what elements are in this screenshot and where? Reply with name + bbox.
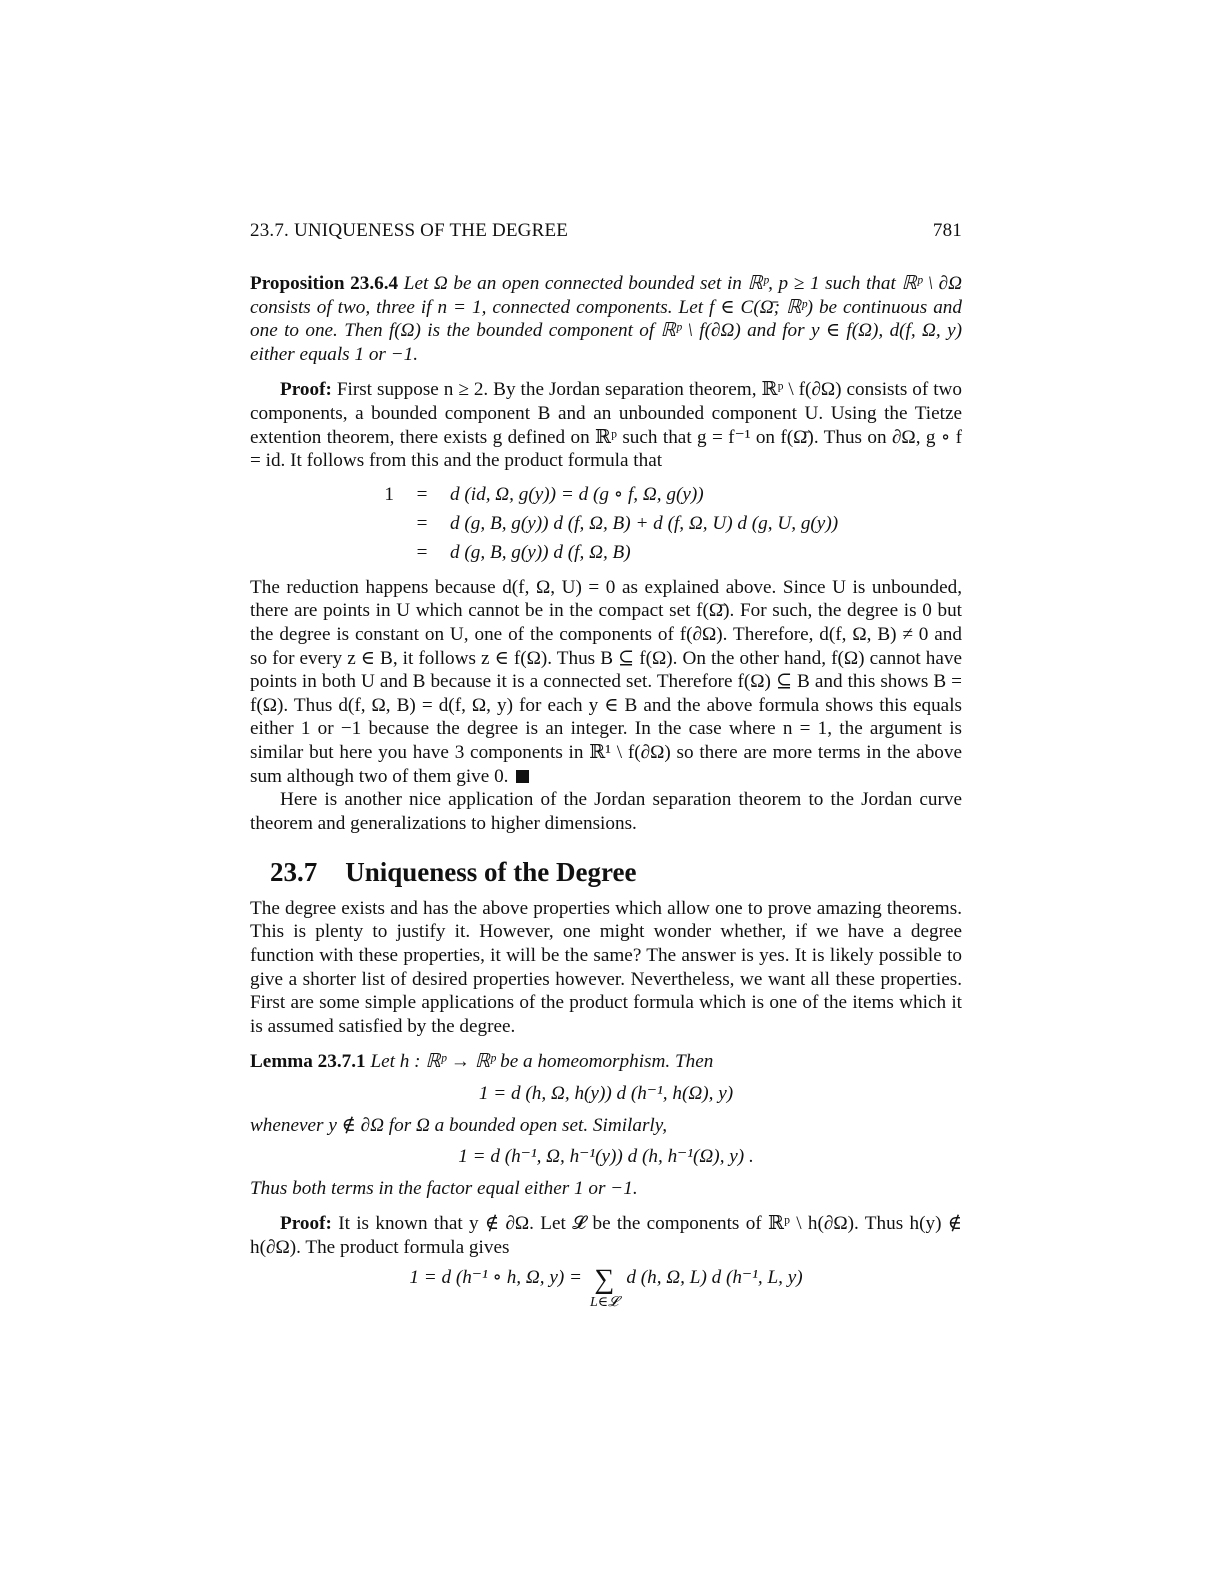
proof-text: First suppose n ≥ 2. By the Jordan separation theorem, ℝᵖ \ f(∂Ω) consists of two components, a bounded component B and an unbounded component U. Using the Tietze extention theorem, there exists g defined on ℝᵖ such that g = f⁻¹ on f(Ω̄). Thus on ∂Ω, g ∘ f = id. It follows from this and the product formula that xyxy=(250,379,962,472)
intro-paragraph: The degree exists and has the above properties which allow one to prove amazing theorems. This is plenty to justify it. However, one might wonder whether, if we have a degree function with these properties, it will be the same? The answer is yes. It is likely possible to give a shorter list of desired properties however. Nevertheless, we want all these properties. First are some simple applications of the product formula which is one of the items which it is assumed satisfied by the degree. xyxy=(250,897,962,1037)
page-number: 781 xyxy=(932,220,962,241)
lemma-equation: 1 = d (h, Ω, h(y)) d (h⁻¹, h(Ω), y) xyxy=(478,1083,734,1105)
equation-row xyxy=(372,539,962,568)
lemma-label: Lemma 23.7.1 xyxy=(250,1051,366,1073)
section-title: Uniqueness of the Degree xyxy=(345,857,637,888)
equation-array xyxy=(372,481,962,568)
summation xyxy=(590,1263,619,1310)
running-header xyxy=(250,220,962,242)
lemma-condition: whenever y ∉ ∂Ω for Ω a bounded open set. Similarly, xyxy=(250,1114,667,1136)
product-formula-equation xyxy=(250,1263,962,1310)
eq-relation: = xyxy=(416,484,428,506)
eq-lhs: 1 xyxy=(384,484,394,506)
eq-rhs: d (id, Ω, g(y)) = d (g ∘ f, Ω, g(y)) xyxy=(450,484,704,506)
eq-lhs: 1 = d (h⁻¹ ∘ h, Ω, y) = xyxy=(409,1266,583,1288)
proposition xyxy=(250,272,962,366)
proof-label: Proof: xyxy=(280,1213,332,1235)
equation-row xyxy=(372,481,962,510)
eq-rhs: d (g, B, g(y)) d (f, Ω, B) + d (f, Ω, U) d (g, U, g(y)) xyxy=(450,513,839,535)
lemma-conclusion: Thus both terms in the factor equal either 1 or −1. xyxy=(250,1177,638,1199)
page-body xyxy=(250,272,962,1310)
lemma-text: Let h : ℝᵖ → ℝᵖ be a homeomorphism. Then xyxy=(370,1051,714,1073)
lemma xyxy=(250,1050,962,1074)
proposition-text: Let Ω be an open connected bounded set in ℝᵖ, p ≥ 1 such that ℝᵖ \ ∂Ω consists of two, three if n = 1, connected components. Let f ∈ C(Ω̄; ℝᵖ) be continuous and one to one. Then f(Ω) is the bounded component of ℝᵖ \ f(∂Ω) and for y ∈ f(Ω), d(f, Ω, y) either equals 1 or −1. xyxy=(250,273,963,365)
proof-paragraph xyxy=(250,1212,962,1259)
qed-mark xyxy=(516,770,529,783)
proof-paragraph xyxy=(250,378,962,472)
reduction-text: The reduction happens because d(f, Ω, U) = 0 as explained above. Since U is unbounded, there are points in U which cannot be in the compact set f(Ω̄). For such, the degree is 0 but the degree is constant on U, one of the components of f(∂Ω). Therefore, d(f, Ω, B) ≠ 0 and so for every z ∈ B, it follows z ∈ f(Ω). Thus B ⊆ f(Ω). On the other hand, f(Ω) cannot have points in both U and B because it is a connected set. Therefore f(Ω) ⊆ B and this shows B = f(Ω). Thus d(f, Ω, B) = d(f, Ω, y) for each y ∈ B and the above formula shows this equals either 1 or −1 because the degree is an integer. In the case where n = 1, the argument is similar but here you have 3 components in ℝ¹ \ f(∂Ω) so there are more terms in the above sum although two of them give 0. xyxy=(250,576,962,787)
application-paragraph: Here is another nice application of the Jordan separation theorem to the Jordan curve theorem and generalizations to higher dimensions. xyxy=(250,789,962,834)
lemma-equation: 1 = d (h⁻¹, Ω, h⁻¹(y)) d (h, h⁻¹(Ω), y) . xyxy=(458,1146,754,1168)
sigma-subscript: L∈𝓛 xyxy=(590,1294,619,1310)
eq-relation: = xyxy=(416,542,428,564)
sigma-symbol: ∑ xyxy=(594,1263,615,1295)
proof-text: It is known that y ∉ ∂Ω. Let 𝓛 be the components of ℝᵖ \ h(∂Ω). Thus h(y) ∉ h(∂Ω). The product formula gives xyxy=(250,1213,962,1258)
proof-label: Proof: xyxy=(280,379,332,401)
eq-rhs: d (g, B, g(y)) d (f, Ω, B) xyxy=(450,542,631,564)
eq-rhs: d (h, Ω, L) d (h⁻¹, L, y) xyxy=(626,1266,803,1288)
running-title: 23.7. UNIQUENESS OF THE DEGREE xyxy=(250,220,569,241)
section-heading xyxy=(270,857,962,888)
proposition-label: Proposition 23.6.4 xyxy=(250,273,399,294)
eq-relation: = xyxy=(416,513,428,535)
equation-row xyxy=(372,510,962,539)
section-number: 23.7 xyxy=(270,857,318,888)
reduction-paragraph xyxy=(250,576,962,788)
